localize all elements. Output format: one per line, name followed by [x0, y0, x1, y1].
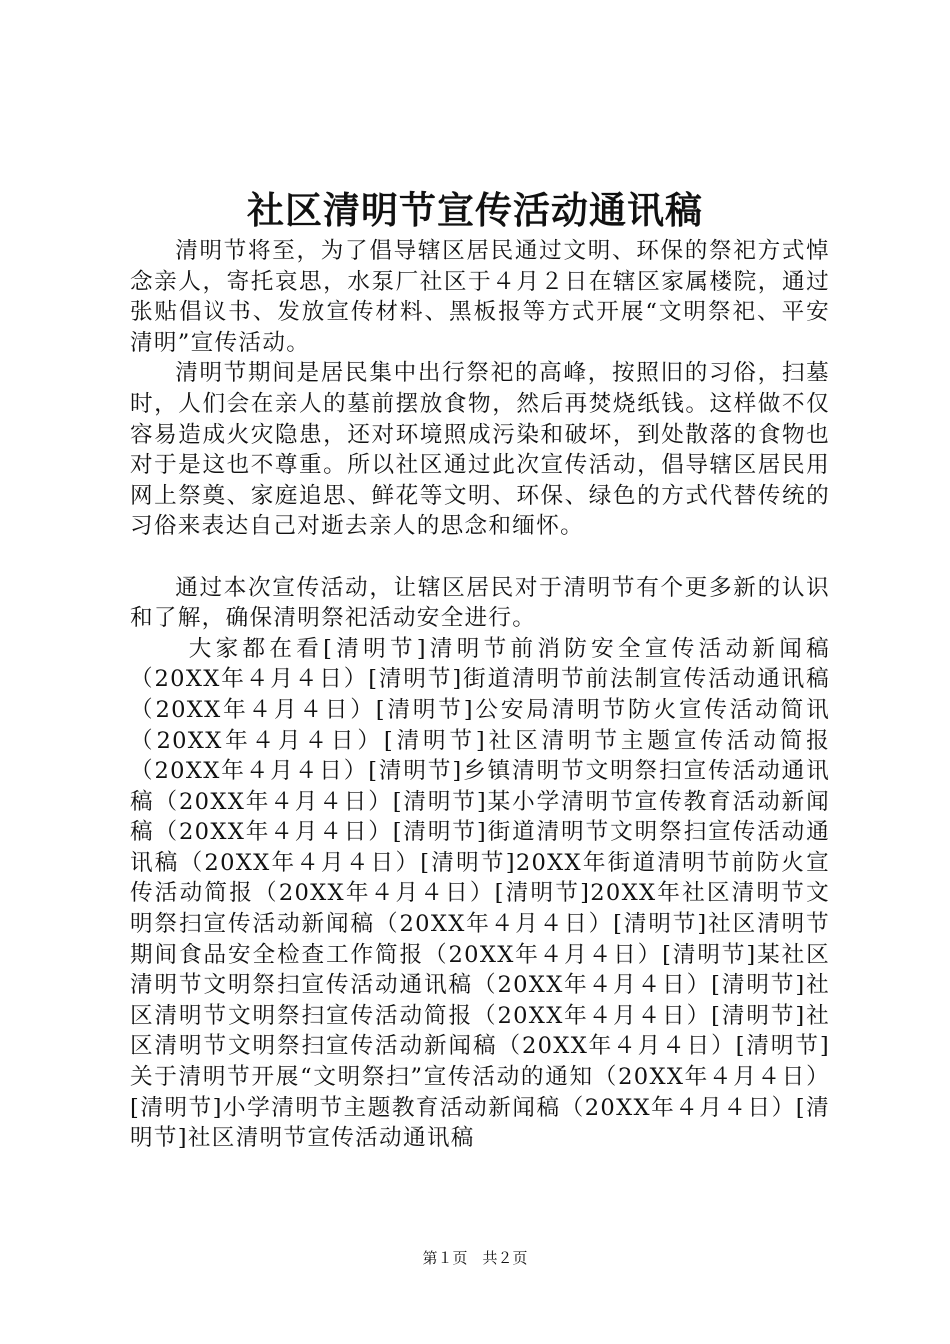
paragraph-intro: 清明节将至，为了倡导辖区居民通过文明、环保的祭祀方式悼念亲人，寄托哀思，水泵厂社区于４月２日在辖区家属楼院，通过张贴倡议书、发放宣传材料、黑板报等方式开展“文明祭祀、平安清明”宣传活动。	[130, 238, 830, 356]
document-body	[130, 236, 830, 1154]
paragraph-conclusion: 通过本次宣传活动，让辖区居民对于清明节有个更多新的认识和了解，确保清明祭祀活动安全进行。	[130, 574, 830, 632]
paragraph-background: 清明节期间是居民集中出行祭祀的高峰，按照旧的习俗，扫墓时，人们会在亲人的墓前摆放食物，然后再焚烧纸钱。这样做不仅容易造成火灾隐患，还对环境照成污染和破坏，到处散落的食物也对于是这也不尊重。所以社区通过此次宣传活动，倡导辖区居民用网上祭奠、家庭追思、鲜花等文明、环保、绿色的方式代替传统的习俗来表达自己对逝去亲人的思念和缅怀。	[130, 360, 830, 540]
page-number-footer: 第１页 共２页	[422, 1249, 528, 1267]
document-title: 社区清明节宣传活动通讯稿	[247, 188, 703, 232]
related-articles-text: 大家都在看[清明节]清明节前消防安全宣传活动新闻稿（20XX年４月４日）[清明节]街道清明节前法制宣传活动通讯稿（20XX年４月４日）[清明节]公安局清明节防火宣传活动简讯（20XX年４月４日）[清明节]社区清明节主题宣传活动简报（20XX年４月４日）[清明节]乡镇清明节文明祭扫宣传活动通讯稿（20XX年４月４日）[清明节]某小学清明节宣传教育活动新闻稿（20XX年４月４日）[清明节]街道清明节文明祭扫宣传活动通讯稿（20XX年４月４日）[清明节]20XX年街道清明节前防火宣传活动简报（20XX年４月４日）[清明节]20XX年社区清明节文明祭扫宣传活动新闻稿（20XX年４月４日）[清明节]社区清明节期间食品安全检查工作简报（20XX年４月４日）[清明节]某社区清明节文明祭扫宣传活动通讯稿（20XX年４月４日）[清明节]社区清明节文明祭扫宣传活动简报（20XX年４月４日）[清明节]社区清明节文明祭扫宣传活动新闻稿（20XX年４月４日）[清明节]关于清明节开展“文明祭扫”宣传活动的通知（20XX年４月４日）[清明节]小学清明节主题教育活动新闻稿（20XX年４月４日）[清明节]社区清明节宣传活动通讯稿	[130, 635, 830, 1152]
